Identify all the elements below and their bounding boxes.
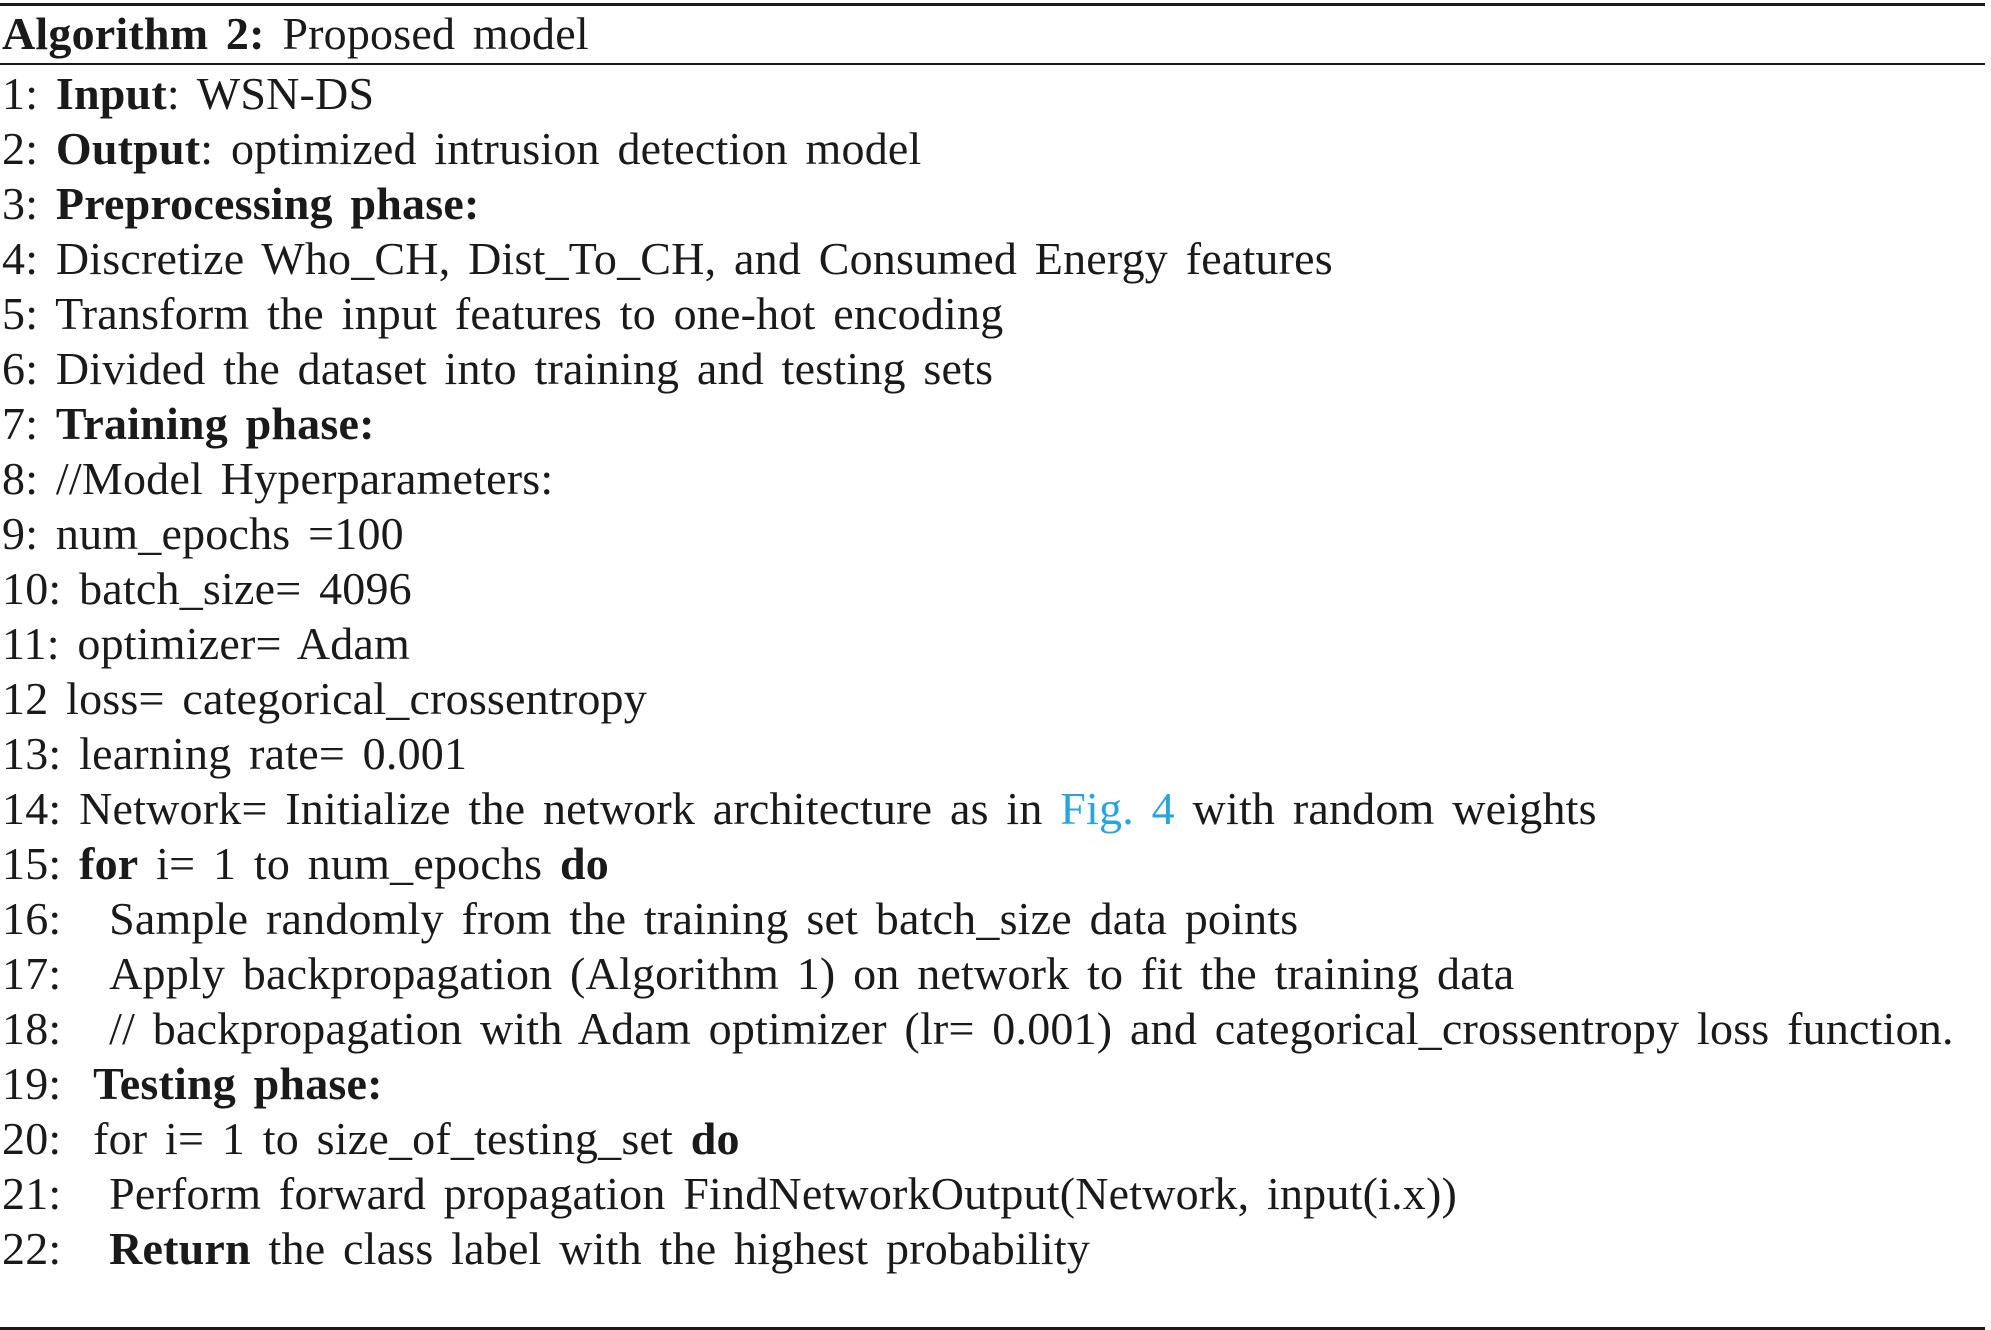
- phase-heading: Training phase:: [55, 398, 375, 449]
- line-text: learning rate= 0.001: [79, 728, 468, 779]
- line-number: 17:: [2, 948, 62, 999]
- line-number: 6:: [2, 343, 39, 394]
- line-8: [2, 451, 1977, 506]
- keyword-return: Return: [109, 1223, 251, 1274]
- line-12: [2, 671, 1977, 726]
- keyword-for: for: [79, 838, 139, 889]
- line-number: 12: [2, 673, 49, 724]
- line-22: [2, 1221, 1977, 1276]
- line-21: [2, 1166, 1977, 1221]
- line-19: [2, 1056, 1977, 1111]
- line-number: 1:: [2, 68, 39, 119]
- line-text: num_epochs =100: [55, 508, 404, 559]
- line-number: 21:: [2, 1168, 62, 1219]
- line-5: [2, 286, 1977, 341]
- line-number: 22:: [2, 1223, 62, 1274]
- line-text: Perform forward propagation FindNetworkOutput(Network, input(i.x)): [109, 1168, 1458, 1219]
- line-number: 13:: [2, 728, 62, 779]
- line-6: [2, 341, 1977, 396]
- line-9: [2, 506, 1977, 561]
- line-number: 4:: [2, 233, 39, 284]
- line-2: [2, 121, 1977, 176]
- line-text: // backpropagation with Adam optimizer (lr= 0.001) and categorical_crossentropy loss function.: [109, 1003, 1954, 1054]
- algorithm-title: Proposed model: [282, 8, 589, 59]
- line-number: 7:: [2, 398, 39, 449]
- line-1: [2, 66, 1977, 121]
- line-number: 10:: [2, 563, 62, 614]
- keyword-do: do: [559, 838, 609, 889]
- algorithm-body: [2, 66, 1977, 1276]
- line-number: 16:: [2, 893, 62, 944]
- line-text: optimizer= Adam: [77, 618, 410, 669]
- algorithm-header: [2, 6, 589, 61]
- line-13: [2, 726, 1977, 781]
- line-11: [2, 616, 1977, 671]
- line-text: for i= 1 to size_of_testing_set: [93, 1113, 674, 1164]
- line-16: [2, 891, 1977, 946]
- line-text: : optimized intrusion detection model: [200, 123, 922, 174]
- line-number: 2:: [2, 123, 39, 174]
- line-14: [2, 781, 1977, 836]
- line-number: 9:: [2, 508, 39, 559]
- algorithm-label: Algorithm 2:: [2, 8, 265, 59]
- line-text: Divided the dataset into training and testing sets: [55, 343, 994, 394]
- keyword: Output: [55, 123, 201, 174]
- line-7: [2, 396, 1977, 451]
- keyword: Input: [55, 68, 167, 119]
- line-text: batch_size= 4096: [79, 563, 412, 614]
- line-text: Discretize Who_CH, Dist_To_CH, and Consumed Energy features: [55, 233, 1333, 284]
- line-15: [2, 836, 1977, 891]
- line-4: [2, 231, 1977, 286]
- figure-link[interactable]: Fig. 4: [1060, 783, 1175, 834]
- line-number: 15:: [2, 838, 62, 889]
- phase-heading: Preprocessing phase:: [55, 178, 480, 229]
- phase-heading: Testing phase:: [93, 1058, 383, 1109]
- line-text: //Model Hyperparameters:: [55, 453, 554, 504]
- line-number: 8:: [2, 453, 39, 504]
- line-number: 3:: [2, 178, 39, 229]
- line-text: Network= Initialize the network architecture as in: [79, 783, 1043, 834]
- line-17: [2, 946, 1977, 1001]
- line-number: 11:: [2, 618, 60, 669]
- header-rule: [0, 63, 1985, 65]
- line-18: [2, 1001, 1977, 1056]
- line-number: 19:: [2, 1058, 62, 1109]
- line-20: [2, 1111, 1977, 1166]
- line-text: Apply backpropagation (Algorithm 1) on network to fit the training data: [109, 948, 1515, 999]
- line-text: i= 1 to num_epochs: [156, 838, 543, 889]
- line-number: 20:: [2, 1113, 62, 1164]
- line-text: with random weights: [1192, 783, 1597, 834]
- line-text: loss= categorical_crossentropy: [66, 673, 647, 724]
- line-text: : WSN-DS: [166, 68, 375, 119]
- line-text: the class label with the highest probability: [268, 1223, 1091, 1274]
- line-3: [2, 176, 1977, 231]
- keyword-do: do: [690, 1113, 740, 1164]
- line-text: Transform the input features to one-hot encoding: [55, 288, 1004, 339]
- line-10: [2, 561, 1977, 616]
- line-text: Sample randomly from the training set batch_size data points: [109, 893, 1299, 944]
- line-number: 5:: [2, 288, 39, 339]
- line-number: 18:: [2, 1003, 62, 1054]
- line-number: 14:: [2, 783, 62, 834]
